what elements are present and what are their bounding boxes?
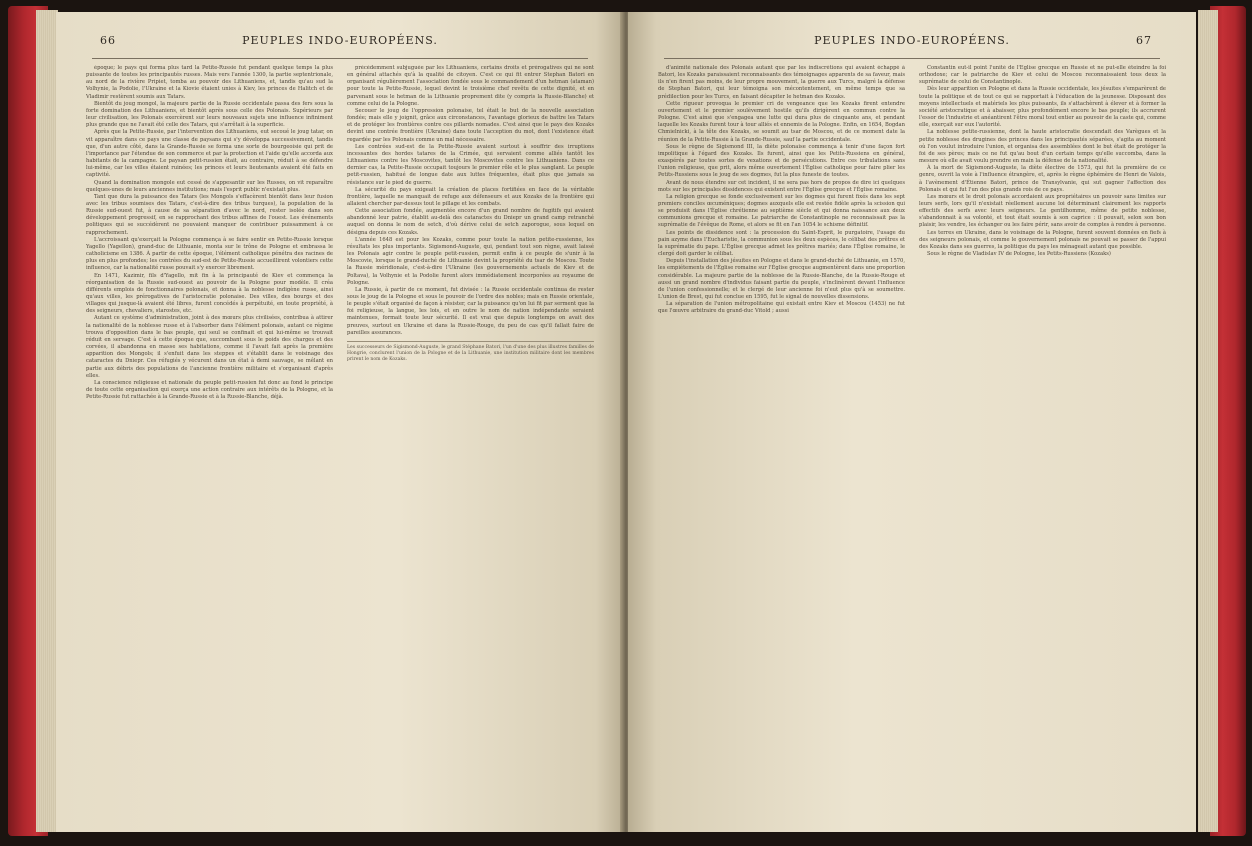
paragraph: Autant ce système d'administration, joint à des mœurs plus civilisées, contribua à attirer la nationalité de la noblesse russe et à l'absorber dans l'élément polonais, autant ce régime trouva d'opposition dans le bas peuple, qui seul se confinait et qui lui-même se trouvait réduit en servage. C'est à cette époque que, succombant sous le poids des charges et des corvées, il abandonna en masse ses habitations, comme il l'avait fait après la première apparition des Mongols; il s'enfuit dans les steppes et s'établit dans le voisinage des cataractes du Dniepr. Ces réfugiés y vécurent dans un état à demi sauvage, se mêlant en partie aux débris des populations de l'ancienne frontière militaire et s'organisant d'après elles.	[86, 315, 333, 379]
paragraph: Les mœurs et le droit polonais accordaient aux propriétaires un pouvoir sans limites sur leurs serfs, lors qu'il n'existait réellement aucune loi déterminant clairement les rapports effectifs des serfs avec leurs seigneurs. Le gentilhomme, même de petite noblesse, s'abandonnait à sa volonté, et tout était soumis à son caprice : il pouvait, selon son bon plaisir, les vendre, les échanger ou les faire périr, sans avoir de comptes à rendre à personne.	[919, 193, 1166, 229]
header-rule-left	[92, 58, 588, 59]
running-head-left: PEUPLES INDO-EUROPÉENS.	[242, 34, 438, 47]
right-page-header	[658, 34, 1166, 50]
paragraph: Sous le règne de Sigismond III, la diète polonaise commença à tenir d'une façon fort impolitique à l'égard des Kozaks. Ils furent, ainsi que les Petits-Russiens en général, exaspérés par toutes sortes de vexations et de persécutions. Entre ces tribulations sans l'union religieuse, que prit, alors même ouvertement l'Église catholique pour faire plier les Petits-Russiens sous le joug de ses dogmes, fut la plus funeste de toutes.	[658, 143, 905, 179]
left-column-2-body	[347, 65, 594, 337]
paragraph: La séparation de l'union métropolitaine qui existait entre Kiev et Moscou (1453) ne fut que l'œuvre arbitraire du grand-duc Vitold ; aussi	[658, 301, 905, 315]
left-page-columns	[86, 65, 594, 837]
page-number-left: 66	[100, 34, 116, 47]
paragraph: Les terres en Ukraine, dans le voisinage de la Pologne, furent souvent données en fiefs à des seigneurs polonais, et comme le gouvernement polonais ne pouvait se passer de l'appui des Kozaks dans ses guerres, la politique du pays les ménageait autant que possible.	[919, 229, 1166, 250]
paragraph: La Russie, à partir de ce moment, fut divisée : la Russie occidentale continua de rester sous le joug de la Pologne et sous le pouvoir de l'ordre des nobles; mais en Russie orientale, le peuple s'était organisé de façon à résister, car la puissance qu'on lui fit par serment que la foi religieuse, la langue, les lois, et en outre le nom de nation indépendante seraient maintenues, formait toute leur sécurité. Il est vrai que depuis longtemps on avait des preuves, surtout en Ukraine et dans la Russie-Rouge, du peu de cas qu'il fallait faire de pareilles assurances.	[347, 286, 594, 336]
right-column-2	[919, 65, 1166, 837]
paragraph: Cette association fondée, augmentée encore d'un grand nombre de fugitifs qui avaient abandonné leur patrie, établit au-delà des cataractes du Dniepr un grand camp retranché auquel on donna le nom de setch, d'où dérive celui de setch zaporogue, sous lequel on désigna depuis ces Kozaks.	[347, 208, 594, 236]
paragraph: Quand la domination mongole eut cessé de s'appesantir sur les Russes, on vit reparaître quelques-unes de leurs anciennes institutions; mais l'esprit public n'existait plus.	[86, 179, 333, 193]
paragraph: d'animité nationale des Polonais autant que par les indiscrétions qui avaient échappé à Batori, les Kozaks paraissaient reconnaissants des témoignages apparents de sa faveur, mais ils n'en firent pas moins, de leur propre mouvement, la guerre aux Turcs, malgré la défense de Stephan Batori, qui leur témoigna son mécontentement, en même temps que sa prédilection pour les Turcs, en faisant décapiter le hetman des Kozaks.	[658, 65, 905, 100]
right-column-1	[658, 65, 905, 837]
paragraph: Dès leur apparition en Pologne et dans la Russie occidentale, les jésuites s'emparèrent de toute la politique et de tout ce qui se rapportait à l'éducation de la jeunesse. Disposant des moyens intellectuels et matériels les plus puissants, ils s'attachèrent à élever et à former la société aristocratique et à abaisser, plus profondément encore le bas peuple; ils accrurent l'essor de l'industrie et anéantirent l'être moral tout entier au pouvoir de la caste qui, comme elle, exerçait sur eux l'autorité.	[919, 86, 1166, 129]
paragraph: Les contrées sud-est de la Petite-Russie avaient surtout à souffrir des irruptions incessantes des hordes tatares de la Crimée, qui servaient comme alliés tantôt les Lithuaniens contre les Moscovites, tantôt les Moscovites contre les Lithuaniens. Dans ce dernier cas, la Petite-Russie occupait toujours le premier rôle et le plus sanglant. Le peuple petit-russien, habitué de longue date aux luttes fréquentes, était plus que jamais sa résistance sur le pied de guerre.	[347, 143, 594, 186]
footnote: Les successeurs de Sigismond-Auguste, le grand Stéphane Batori, l'un d'une des plus illustres familles de Hongrie, conclurent l'union de la Pologne et de la Lithuanie, une institution militaire dont les membres prirent le nom de Kozaks.	[347, 341, 594, 364]
paragraph: La conscience religieuse et nationale du peuple petit-russien fut donc au fond le principe de toute cette organisation qui exerça une action contraire aux intérêts de la Pologne, et la Petite-Russie fut rattachée à la Grande-Russie et à la Russie-Blanche, déjà.	[86, 379, 333, 401]
paragraph: Les points de dissidence sont : la procession du Saint-Esprit, le purgatoire, l'usage du pain azyme dans l'Eucharistie, la communion sous les deux espèces, le célibat des prêtres et la suprématie du pape. L'Église grecque admet les prêtres mariés; dans l'Église romaine, le clergé doit garder le célibat.	[658, 229, 905, 258]
right-page	[628, 12, 1196, 832]
paragraph: Cette rigueur provoqua le premier cri de vengeance que les Kozaks firent entendre ouvertement et le premier soulèvement hostile qu'ils dirigèrent en commun contre la Pologne. C'est ainsi que s'engagea une lutte qui dura plus de cinquante ans, et pendant laquelle les Kozaks furent tour à tour alliés et ennemis de la Pologne. Enfin, en 1654, Bogdan Chmielnicki, à la tête des Kozaks, se soumit au tsar de Moscou, et de ce moment date la réunion de la Petite-Russie à la Grande-Russie, sauf la partie occidentale.	[658, 100, 905, 143]
left-column-2	[347, 65, 594, 837]
paragraph: L'année 1648 est pour les Kozaks, comme pour toute la nation petite-russienne, les résultats les plus importants. Sigismond-Auguste, qui, pendant tout son règne, avait laissé les Polonais agir contre le peuple petit-russien, permit enfin à ce peuple de s'unir à la Moscovie, lorsque le grand-duché de Lithuanie devint la propriété du tsar de Moscou. Toute la Russie méridionale, c'est-à-dire l'Ukraine (les gouvernements actuels de Kiev et de Poltava), la Volhynie et la Podolie furent alors immédiatement incorporées au royaume de Pologne.	[347, 236, 594, 286]
paragraph: précédemment subjuguée par les Lithuaniens, certains droits et prérogatives qui ne sont en général attachés qu'à la qualité de citoyen. C'est ce qui fit entrer Stephan Batori en organisant régulièrement l'association fondée sous le commandement d'un hetman (ataman) pour toute la Petite-Russie, lequel devint le troisième chef revêtu de cette dignité, et en parvenant sous le hetman de la Lithuanie proprement dite (y compris la Russie-Blanche) et comme celui de la Pologne.	[347, 65, 594, 107]
paragraph: La religion grecque se fonde exclusivement sur les dogmes qui furent fixés dans les sept premiers conciles œcuméniques; dogmes auxquels elle est restée fidèle après la scission qui se produisit dans l'Église chrétienne au septième siècle et qui donna naissance aux deux communions grecque et romaine. Le patriarche de Constantinople ne reconnaissait pas la suprématie de l'évêque de Rome, et alors se fit en l'an 1054 le schisme définitif.	[658, 193, 905, 229]
page-number-right: 67	[1136, 34, 1152, 47]
paragraph: Après que la Petite-Russie, par l'intervention des Lithuaniens, eut secoué le joug tatar, on vit apparaître dans ce pays une classe de paysans qui s'y développa successivement, tandis que, d'un autre côté, dans la Grande-Russie se forma une sorte de bourgeoisie qui prit de l'importance par l'étendue de son commerce et par la protection et l'aide qu'elle accorda aux habitants de la campagne. Le paysan petit-russien était, au contraire, réduit à se défendre lui-même, car les villes étaient ruinées; les princes et leurs lieutenants avaient été faits en captivité.	[86, 129, 333, 179]
paragraph: L'accroissant qu'exerçait la Pologne commença à se faire sentir en Petite-Russie lorsque Yagello (Yagellon), grand-duc de Lithuanie, monta sur le trône de Pologne et embrassa le catholicisme en 1386. À partir de cette époque, l'élément catholique pénétra des racines de plus en plus profondes; les contrées du sud-est de Petite-Russie accueillirent volontiers cette influence, car la nationalité russe pouvait s'y exercer librement.	[86, 236, 333, 272]
paragraph: La sécurité du pays exigeait la création de places fortifiées en face de la véritable frontière, laquelle ne manquait de refuge aux défenseurs et aux Kozaks de la frontière qui allaient chercher par-dessus tout le pillage et les combats.	[347, 186, 594, 207]
left-page	[56, 12, 624, 832]
paragraph: époque; le pays qui forma plus tard la Petite-Russie fut pendant quelque temps la plus puissante de toutes les principautés russes. Mais vers l'année 1300, la partie septentrionale, au nord de la rivière Pripiet, tomba au pouvoir des Lithuaniens, et, tandis qu'au sud la Volhynie, la Podolie, l'Ukraine et la Kiovie étaient unies à Kiev, les princes de Halitch et de Vladimir restèrent soumis aux Tatars.	[86, 65, 333, 100]
left-page-header	[86, 34, 594, 50]
paragraph: Depuis l'installation des jésuites en Pologne et dans le grand-duché de Lithuanie, en 1570, les empiétements de l'Église romaine sur l'Église grecque augmentèrent dans une proportion considérable. La majeure partie de la noblesse de la Russie-Blanche, de la Russie-Rouge et aussi un grand nombre d'individus faisant partie du peuple, s'inclinèrent devant l'influence de l'union confessionnelle; et le clergé de leur ancienne foi n'eut plus qu'à se soumettre. L'union de Brest, qui fut conclue en 1595, fut le signal de nouvelles dissensions.	[658, 258, 905, 300]
paragraph: La noblesse petite-russienne, dont la haute aristocratie descendait des Varègues et la petite noblesse des drugines des princes dans les principautés séparées, s'agita au moment où l'on voulut introduire l'union, et organisa des assemblées dont le but était de protéger la foi de ses pères; mais ce ne fut qu'au bout d'un certain temps qu'elle succomba, dans la mesure où elle avait voulu prendre en main la défense de la nationalité.	[919, 129, 1166, 165]
paragraph: Tant que dura la puissance des Tatars (les Mongols s'effacèrent bientôt dans leur fusion avec les tribus soumises des Tatars, c'est-à-dire des tribus turques), la population de la Russie sud-ouest fut, à cause de sa séparation d'avec le nord, rester isolée dans son développement progressif, en se rapprochant des tribus affines de l'ouest. Les événements politiques qui se succédèrent ne pouvaient manquer de contribuer puissamment à ce rapprochement.	[86, 193, 333, 236]
paragraph: À la mort de Sigismond-Auguste, la diète élective de 1573, qui fut la première de ce genre, ouvrit la voie à l'influence étrangère, et, après le règne éphémère de Henri de Valois, à l'avènement d'Étienne Batori, prince de Transylvanie, qui sut gagner l'affection des Polonais et qui fut l'un des plus grands rois de ce pays.	[919, 165, 1166, 193]
paragraph: Constantin eut-il point l'unité de l'Église grecque en Russie et ne put-elle éteindre la foi orthodoxe; car le patriarche de Kiev et celui de Moscou reconnaissaient tous deux la suprématie de celui de Constantinople.	[919, 65, 1166, 86]
page-edges-left	[36, 10, 58, 832]
right-page-columns	[658, 65, 1166, 837]
running-head-right: PEUPLES INDO-EUROPÉENS.	[814, 34, 1010, 47]
header-rule-right	[664, 58, 1160, 59]
paragraph: Secouer le joug de l'oppression polonaise, tel était le but de la nouvelle association fondée; mais elle y joignit, grâce aux circonstances, l'avantage glorieux de battre les Tatars et de protéger les frontières contre ces pillards nomades. C'est ainsi que le pays des Kozaks devint une contrée frontière (Ukraine) dans toute l'acception du mot, dont l'existence était regardée par les Polonais comme un mal nécessaire.	[347, 107, 594, 143]
paragraph: En 1471, Kazimir, fils d'Yagello, mit fin à la principauté de Kiev et commença la réorganisation de la Russie sud-ouest au pouvoir de la Pologne pour modèle. Il créa différents emplois de fonctionnaires polonais, et donna à la noblesse indigène russe, ainsi qu'aux villes, les prérogatives de l'aristocratie polonaise. Des villes, des bourgs et des villages qui jusque-là avaient été libres, furent concédés à perpétuité, en toute propriété, à des seigneurs, chevaliers, starostes, etc.	[86, 272, 333, 315]
paragraph: Avant de nous étendre sur cet incident, il ne sera pas hors de propos de dire ici quelques mots sur les principales dissidences qui existent entre l'Église grecque et l'Église romaine.	[658, 179, 905, 193]
paragraph: Sous le règne de Vladislav IV de Pologne, les Petits-Russiens (Kozaks)	[927, 251, 1111, 258]
paragraph: Bientôt du joug mongol, la majeure partie de la Russie occidentale passa des fers sous la forte domination des Lithuaniens, et bientôt après sous celle des Polonais. Supérieurs par leur civilisation, les Polonais exercèrent sur leurs nouveaux sujets une influence infiniment plus grande que ne l'avait été celle des Tatars, qui s'arrêtait à la superficie.	[86, 100, 333, 129]
page-edges-right	[1198, 10, 1218, 832]
left-column-1	[86, 65, 333, 837]
